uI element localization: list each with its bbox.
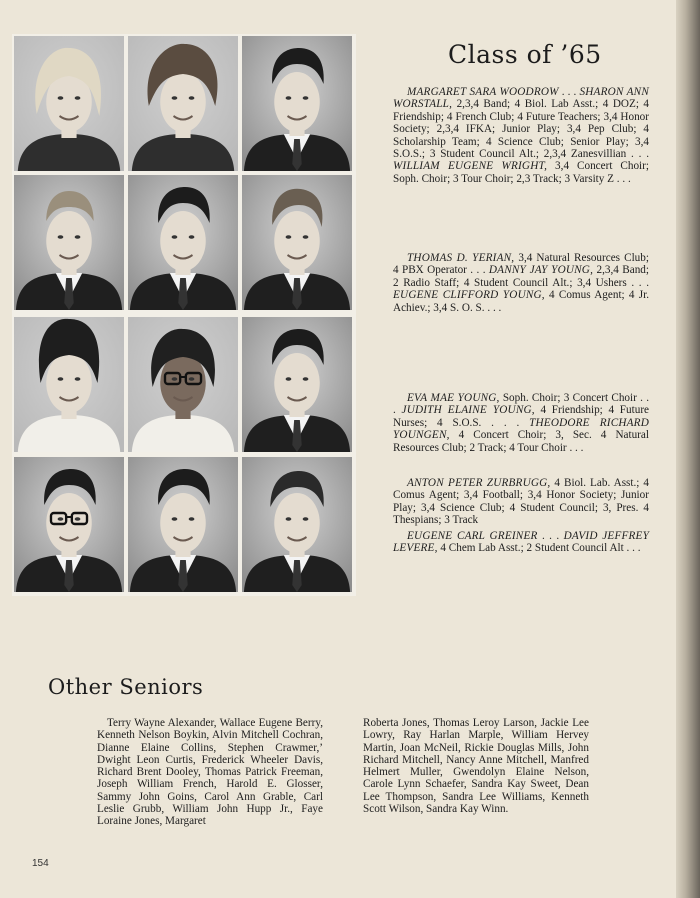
page-number: 154: [32, 858, 49, 869]
portrait-photo: [242, 457, 352, 592]
activities-text: 2,3,4 Band; 2 Radio Staff; 4 Student Council Alt.; 3,4 Ushers . . .: [393, 264, 649, 289]
activities-text: 4 Friendship; 4 Future Nurses; 4 S.O.S. . . .: [393, 404, 650, 429]
portrait-photo: [14, 175, 124, 310]
student-name: ANTON PETER ZURBRUGG,: [407, 477, 551, 489]
bio-paragraph: [393, 252, 649, 314]
portrait-photo: [128, 457, 238, 592]
bio-paragraph: [393, 86, 649, 185]
portrait-photo: [128, 317, 238, 452]
activities-text: . . .: [537, 530, 564, 542]
student-name: EUGENE CLIFFORD YOUNG,: [393, 289, 545, 302]
portrait-photo: [14, 457, 124, 592]
portrait-photo: [242, 36, 352, 171]
activities-text: 4 Concert Choir; 3, Sec. 4 Natural Resources Club; 2 Track; 4 Tour Choir . . .: [393, 429, 649, 454]
other-seniors-heading: Other Seniors: [48, 675, 204, 699]
portrait-photo: [14, 317, 124, 452]
student-name: SHARON ANN WORSTALL,: [393, 86, 650, 111]
activities-text: 3,4 Concert Choir; Soph. Choir; 3 Tour Choir; 2,3 Track; 3 Varsity Z . . .: [393, 160, 649, 185]
activities-text: 4 Chem Lab Asst.; 2 Student Council Alt . . .: [437, 542, 641, 555]
activities-text: 4 Comus Agent; 4 Jr. Achiev.; 3,4 S. O. S. . . .: [393, 289, 649, 314]
other-seniors-list-left: Terry Wayne Alexander, Wallace Eugene Berry, Kenneth Nelson Boykin, Alvin Mitchell Cochran, Dianne Elaine Collins, Stephen Crawmer,’ Dwight Leon Curtis, Frederick Wheeler Davis, Richard Brent Dooley, Thomas Patrick Freeman, Joseph William French, Harold E. Glosser, Sammy John Goins, Carol Ann Grable, Carl Leslie Grubb, William John Hupp Jr., Faye Loraine Jones, Margaret: [97, 717, 323, 828]
bio-paragraph: [393, 392, 649, 454]
student-name: JUDITH ELAINE YOUNG,: [401, 404, 535, 417]
student-name: DANNY JAY YOUNG,: [488, 264, 594, 277]
portrait-photo: [242, 175, 352, 310]
student-name: EVA MAE YOUNG,: [407, 392, 500, 404]
page-edge-shadow: [676, 0, 700, 898]
student-name: WILLIAM EUGENE WRIGHT,: [393, 160, 548, 173]
portrait-photo: [14, 36, 124, 171]
activities-text: Soph. Choir; 3 Concert Choir . . .: [393, 392, 649, 417]
activities-text: 2,3,4 Band; 4 Biol. Lab Asst.; 4 DOZ; 4 Friendship; 4 French Club; 4 Future Teachers; 3,4 Honor Society; 2,3,4 IFKA; Junior Play; 3,4 Pep Club; 4 Scholarship Team; 4 Science Club; Senior Play; 3,4 S.O.S.; 3 Student Council Alt.; 2,3,4 Zanesvillian . . .: [393, 98, 649, 161]
activities-text: 4 Biol. Lab. Asst.; 4 Comus Agent; 3,4 Football; 3,4 Honor Society; Junior Play; 3,4 Science Club; 4 Student Council; 3, Pres. 4 Thespians; 3 Track: [393, 477, 649, 527]
student-name: MARGARET SARA WOODROW: [407, 86, 559, 98]
activities-text: 3,4 Natural Resources Club; 4 PBX Operator . . .: [393, 252, 649, 277]
portrait-grid: [12, 34, 356, 596]
student-name: THOMAS D. YERIAN,: [407, 252, 515, 264]
bio-paragraph: [393, 530, 649, 555]
portrait-photo: [128, 36, 238, 171]
student-name: DAVID JEFFREY LEVERE,: [393, 530, 649, 555]
other-seniors-list-right: Roberta Jones, Thomas Leroy Larson, Jackie Lee Lowry, Ray Harlan Marple, William Hervey Martin, Joan McNeil, Rickie Douglas Mills, John Richard Mitchell, Nancy Anne Mitchell, Manfred Helmert Muller, Gwendolyn Elaine Nelson, Carole Lynn Schaefer, Sandra Kay Sweet, Dean Lee Thompson, Sandra Lee Williams, Kenneth Scott Wilson, Sandra Kay Winn.: [363, 717, 589, 816]
bio-paragraph: [393, 477, 649, 527]
activities-text: . . .: [558, 86, 580, 98]
student-name: THEODORE RICHARD YOUNGEN,: [393, 416, 649, 442]
portrait-photo: [128, 175, 238, 310]
page-title: Class of ’65: [448, 40, 602, 69]
student-name: EUGENE CARL GREINER: [407, 530, 538, 542]
portrait-photo: [242, 317, 352, 452]
